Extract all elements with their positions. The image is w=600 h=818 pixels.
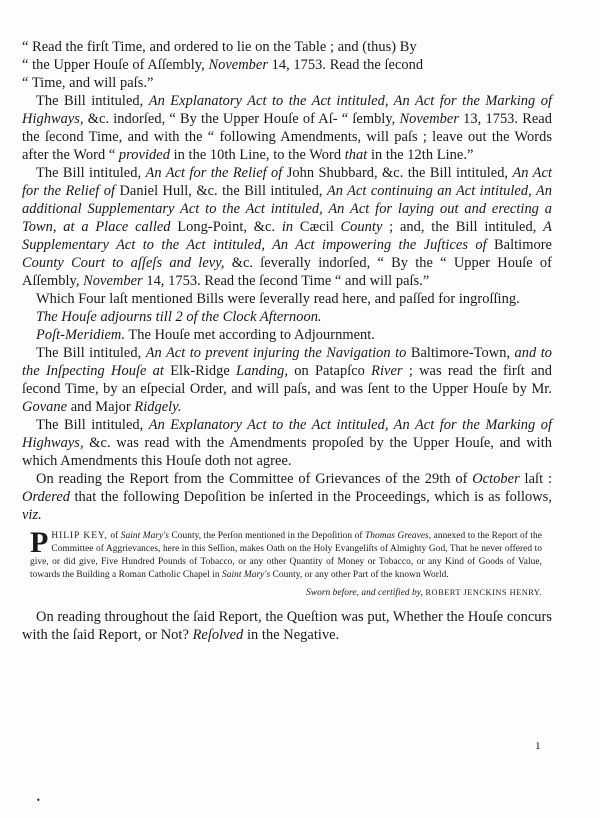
paragraph-8	[22, 416, 552, 470]
text-line: 14, 1753. Read the ſecond	[268, 57, 424, 73]
text-run: &c. ſeverally indorſed, “ By the “ Upper Houſe of Aſſembly,	[22, 255, 552, 289]
italic-text: An Act continuing an Act intituled, An additional Supplementary Act to the Act intituled, An Act for laying out and erecting a Town, at a Place called	[22, 183, 552, 235]
italic-text: An Act for the Relief of	[145, 165, 283, 181]
text-run: ; was read the firſt and ſecond Time, by an eſpecial Order, and will paſs, and was ſent to the Upper Houſe by Mr.	[22, 363, 552, 397]
italic-text: County Court to aſſeſs and levy,	[22, 255, 225, 271]
italic-text: An Act to prevent injuring the Navigation to	[145, 345, 407, 361]
paragraph-5	[22, 308, 552, 326]
paragraph-6	[22, 326, 552, 344]
certifier-name: ROBERT JENCKINS HENRY.	[422, 588, 542, 597]
margin-mark: ı	[536, 738, 540, 752]
italic-text: November	[399, 111, 460, 127]
deposition-block	[30, 526, 542, 582]
italic-text: November	[83, 273, 143, 289]
text-run: Baltimore-Town,	[406, 345, 515, 361]
italic-text: County	[340, 219, 383, 235]
italic-text: November	[208, 57, 268, 73]
text-run: and Major	[67, 399, 135, 415]
italic-text: Sworn before, and certified by,	[306, 588, 423, 598]
italic-text: A Supplementary Act to the Act intituled, An Act impowering the Juſtices of	[22, 219, 552, 253]
deponent-name: HILIP KEY,	[51, 531, 108, 541]
paragraph-1	[22, 38, 552, 92]
italic-text: October	[472, 471, 520, 487]
text-run: of	[107, 531, 121, 541]
text-run: in the Negative.	[243, 627, 340, 643]
text-run: 13, 1753. Read the ſecond Time, and with the “ following Amendments, will paſs ; leave out the Words after the Word “	[22, 111, 552, 163]
text-run: Baltimore	[486, 237, 552, 253]
text-run: Which Four laſt mentioned Bills were ſeverally read here, and paſſed for ingroſſing.	[36, 291, 520, 307]
italic-text: The Houſe adjourns till 2 of the Clock Afternoon.	[36, 309, 322, 325]
text-run: The Bill intituled,	[36, 345, 146, 361]
page-text	[22, 38, 552, 644]
text-run: On reading throughout the ſaid Report, the Queſtion was put, Whether the Houſe concurs with the ſaid Report, or Not?	[22, 609, 552, 643]
italic-text: River	[371, 363, 403, 379]
italic-text: in	[281, 219, 294, 235]
italic-text: Thomas Greaves,	[365, 531, 432, 541]
paragraph-10	[22, 608, 552, 644]
drop-cap: P	[30, 526, 49, 559]
speck-mark: •	[36, 796, 41, 805]
paragraph-7	[22, 344, 552, 416]
text-run: Daniel Hull, &c. the Bill intituled,	[115, 183, 327, 199]
paragraph-2	[22, 92, 552, 164]
text-run: The Houſe met according to Adjournment.	[125, 327, 375, 343]
text-run: in the 12th Line.”	[367, 147, 474, 163]
italic-text: Saint Mary's	[221, 570, 271, 580]
italic-text: An Act for the Relief of	[22, 165, 552, 199]
italic-text: and to the Inſpecting Houſe at	[22, 345, 552, 379]
italic-text: Poſt-Meridiem.	[36, 327, 126, 343]
italic-text: Landing,	[236, 363, 289, 379]
text-run: Cæcil	[293, 219, 341, 235]
italic-text: provided	[118, 147, 170, 163]
text-run: laſt :	[519, 471, 553, 487]
text-run: in the 10th Line, to the Word	[169, 147, 345, 163]
paragraph-3	[22, 164, 552, 290]
sworn-line	[22, 584, 542, 602]
text-run: &c. was read with the Amendments propoſed by the Upper Houſe, and with which Amendments this Houſe doth not agree.	[22, 435, 552, 469]
text-run: On reading the Report from the Committee of Grievances of the 29th of	[36, 471, 473, 487]
paragraph-4	[22, 290, 552, 308]
text-run: County, or any other Part of the known World.	[270, 570, 449, 580]
text-run: &c. indorſed, “ By the Upper Houſe of Aſ- “ ſembly,	[83, 111, 400, 127]
italic-text: Saint Mary's	[120, 531, 170, 541]
italic-text: Reſolved	[192, 627, 244, 643]
text-run: on Patapſco	[288, 363, 372, 379]
text-run: 14, 1753. Read the ſecond Time “ and will paſs.”	[142, 273, 430, 289]
text-line: “ the Upper Houſe of Aſſembly,	[22, 57, 209, 73]
italic-text: Ordered	[22, 489, 71, 505]
text-run: that the following Depoſition be inſerted in the Proceedings, which is as follows,	[70, 489, 552, 505]
text-run: County, the Perſon mentioned in the Depoſition of	[169, 531, 366, 541]
italic-text: Ridgely.	[134, 399, 182, 415]
italic-text: viz.	[22, 507, 42, 523]
italic-text: that	[344, 147, 368, 163]
text-line: “ Read the firſt Time, and ordered to lie on the Table ; and (thus) By	[22, 39, 417, 55]
text-run: John Shubbard, &c. the Bill intituled,	[282, 165, 513, 181]
text-run: The Bill intituled,	[36, 417, 149, 433]
italic-text: Govane	[22, 399, 68, 415]
text-run: The Bill intituled,	[36, 165, 146, 181]
italic-text: An Explanatory Act to the Act intituled, An Act for the Marking of Highways,	[22, 417, 552, 451]
paragraph-9	[22, 470, 552, 524]
text-run: The Bill intituled,	[36, 93, 149, 109]
text-run: annexed to the Report of the Committee of Aggrievances, here in this Seſſion, makes Oath on the Holy Evangeliſts of Almighty God, That he never offered to give, or did give, Five Hundred Pounds of Tobacco, or any other Quantity of Money or Tobacco, or any Kind of Goods of Value, towards the Building a Roman Catholic Chapel in	[30, 531, 542, 580]
italic-text: An Explanatory Act to the Act intituled, An Act for the Marking of Highways,	[22, 93, 552, 127]
text-run: Long-Point, &c.	[170, 219, 282, 235]
text-run: ; and, the Bill intituled,	[382, 219, 544, 235]
text-run: Elk-Ridge	[163, 363, 237, 379]
text-line: “ Time, and will paſs.”	[22, 75, 154, 91]
